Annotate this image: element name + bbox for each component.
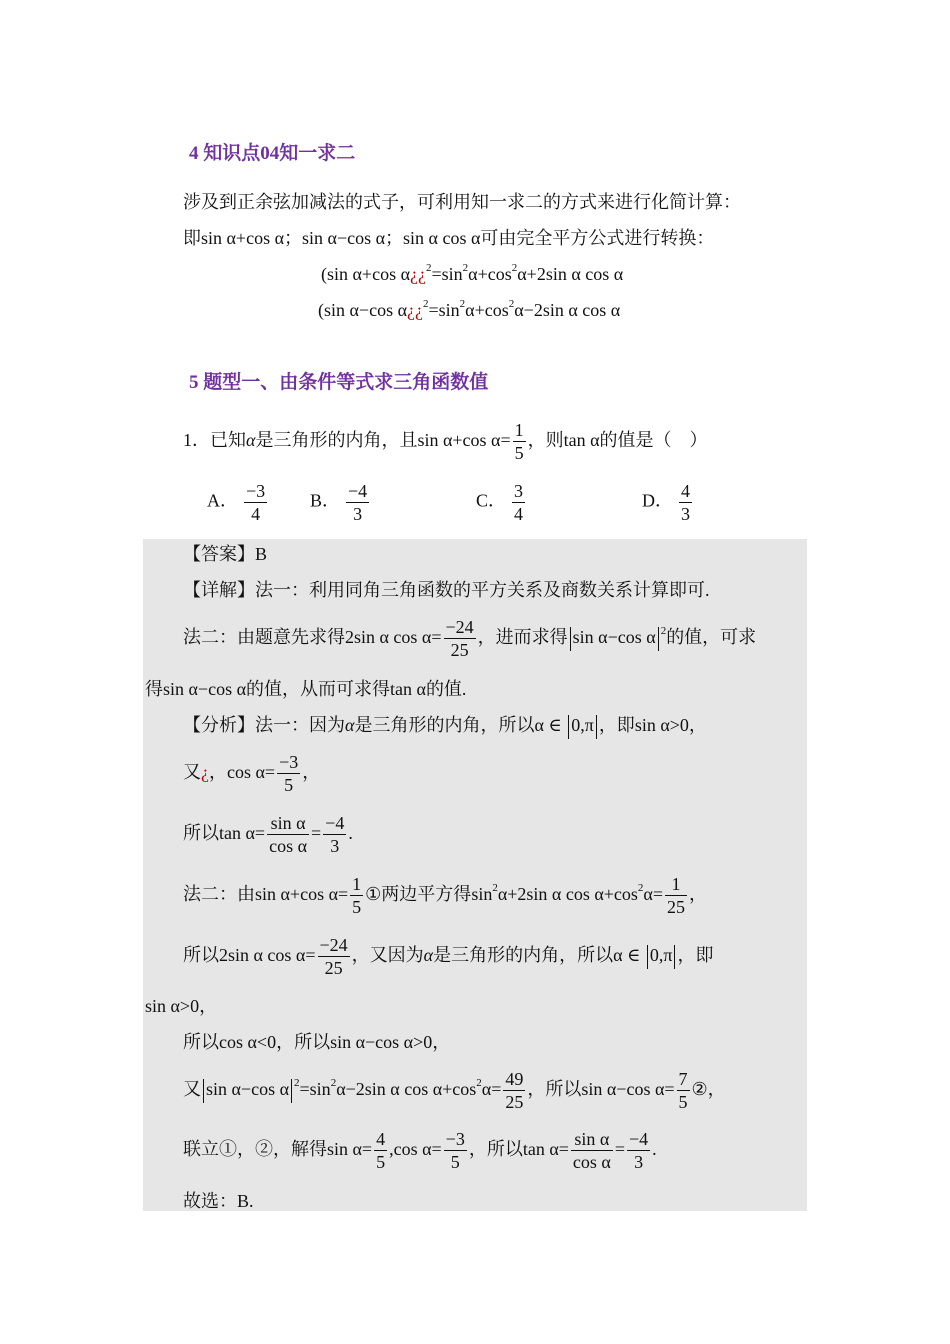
formula-diff-square: (sin α−cos $\alpha¿¿^2=\sin^2\alpha+\cos^2\alpha-2\sin$ α cos α xyxy=(318,298,621,320)
analysis-line-6: sin α>0， xyxy=(145,996,218,1016)
option-c[interactable]: C． $\frac{3}{4}$ xyxy=(476,481,524,524)
analysis-line-4: 法二：由sin α+cos α= $\frac{1}{5}$ ①两边平方得$\sin^2\alpha+2\sin$ α $\cos \alpha+\cos^2\alpha=$ $\frac{1}{25}$ ， xyxy=(183,874,708,918)
detail-line-1: 【详解】法一：利用同角三角函数的平方关系及商数关系计算即可. xyxy=(183,580,710,600)
section-heading-5: 5 题型一、由条件等式求三角函数值 xyxy=(189,372,489,393)
detail-line-2: 法二：由题意先求得2sin α cos α= $\frac{-24}{25}$ ，进而求得 sin α−cos α $^2$的值，可求 xyxy=(183,617,757,661)
analysis-line-1: 【分析】法一：因为α是三角形的内角，所以α ∈ 0,π ，即sin α>0， xyxy=(183,713,707,739)
fraction-one-fifth: $\frac{1}{5}$ xyxy=(514,420,524,464)
analysis-line-2: 又¿，cos α= $\frac{-3}{5}$ ， xyxy=(183,752,321,796)
formula-sum-square: (sin α+cos $\alpha¿¿^2=\sin^2\alpha+\cos^2\alpha+2\sin$ α cos α xyxy=(321,262,624,284)
section-heading-4: 4 知识点04知一求二 xyxy=(189,143,356,164)
intro-text: 涉及到正余弦加减法的式子，可利用知一求二的方式来进行化简计算： xyxy=(183,192,741,212)
analysis-line-8: 又 sin α−cos α $^2=\sin^2\alpha-2\sin$ α $\cos \alpha+\cos^2\alpha=$ $\frac{49}{25}$ ，所以sin α−cos α= $\frac{7}{5}$ ②， xyxy=(183,1069,726,1113)
analysis-line-9: 联立①，②，解得sin α= $\frac{4}{5}$ ,cos α= $\frac{-3}{5}$ ，所以tan α= $\frac{\text{sin α}}{\text{cos α}}$ = $\frac{-4}{3}$ . xyxy=(183,1129,657,1173)
final-answer: 故选：B. xyxy=(183,1191,254,1211)
option-a[interactable]: A． $\frac{-3}{4}$ xyxy=(207,481,266,524)
question-stem: 1．已知α是三角形的内角，且sin α+cos α= $\frac{1}{5}$ ，则tan α的值是（ ） xyxy=(183,420,708,464)
analysis-line-3: 所以tan α= $\frac{\text{sin α}}{\text{cos α}}$ = $\frac{-4}{3}$ . xyxy=(183,813,353,857)
forms-line: 即sin α+cos α；sin α−cos α；sin α cos α可由完全平方公式进行转换： xyxy=(183,228,715,248)
option-d[interactable]: D． $\frac{4}{3}$ xyxy=(642,481,690,524)
analysis-line-7: 所以cos α<0，所以sin α−cos α>0， xyxy=(183,1032,451,1052)
option-b[interactable]: B． $\frac{-4}{3}$ xyxy=(310,481,368,524)
detail-line-3: 得sin α−cos α的值，从而可求得tan α的值. xyxy=(145,679,467,699)
answer-line: 【答案】B xyxy=(183,544,268,564)
analysis-line-5: 所以2sin α cos α= $\frac{-24}{25}$ ，又因为α是三角形的内角，所以α ∈ 0,π ，即 xyxy=(183,935,714,979)
